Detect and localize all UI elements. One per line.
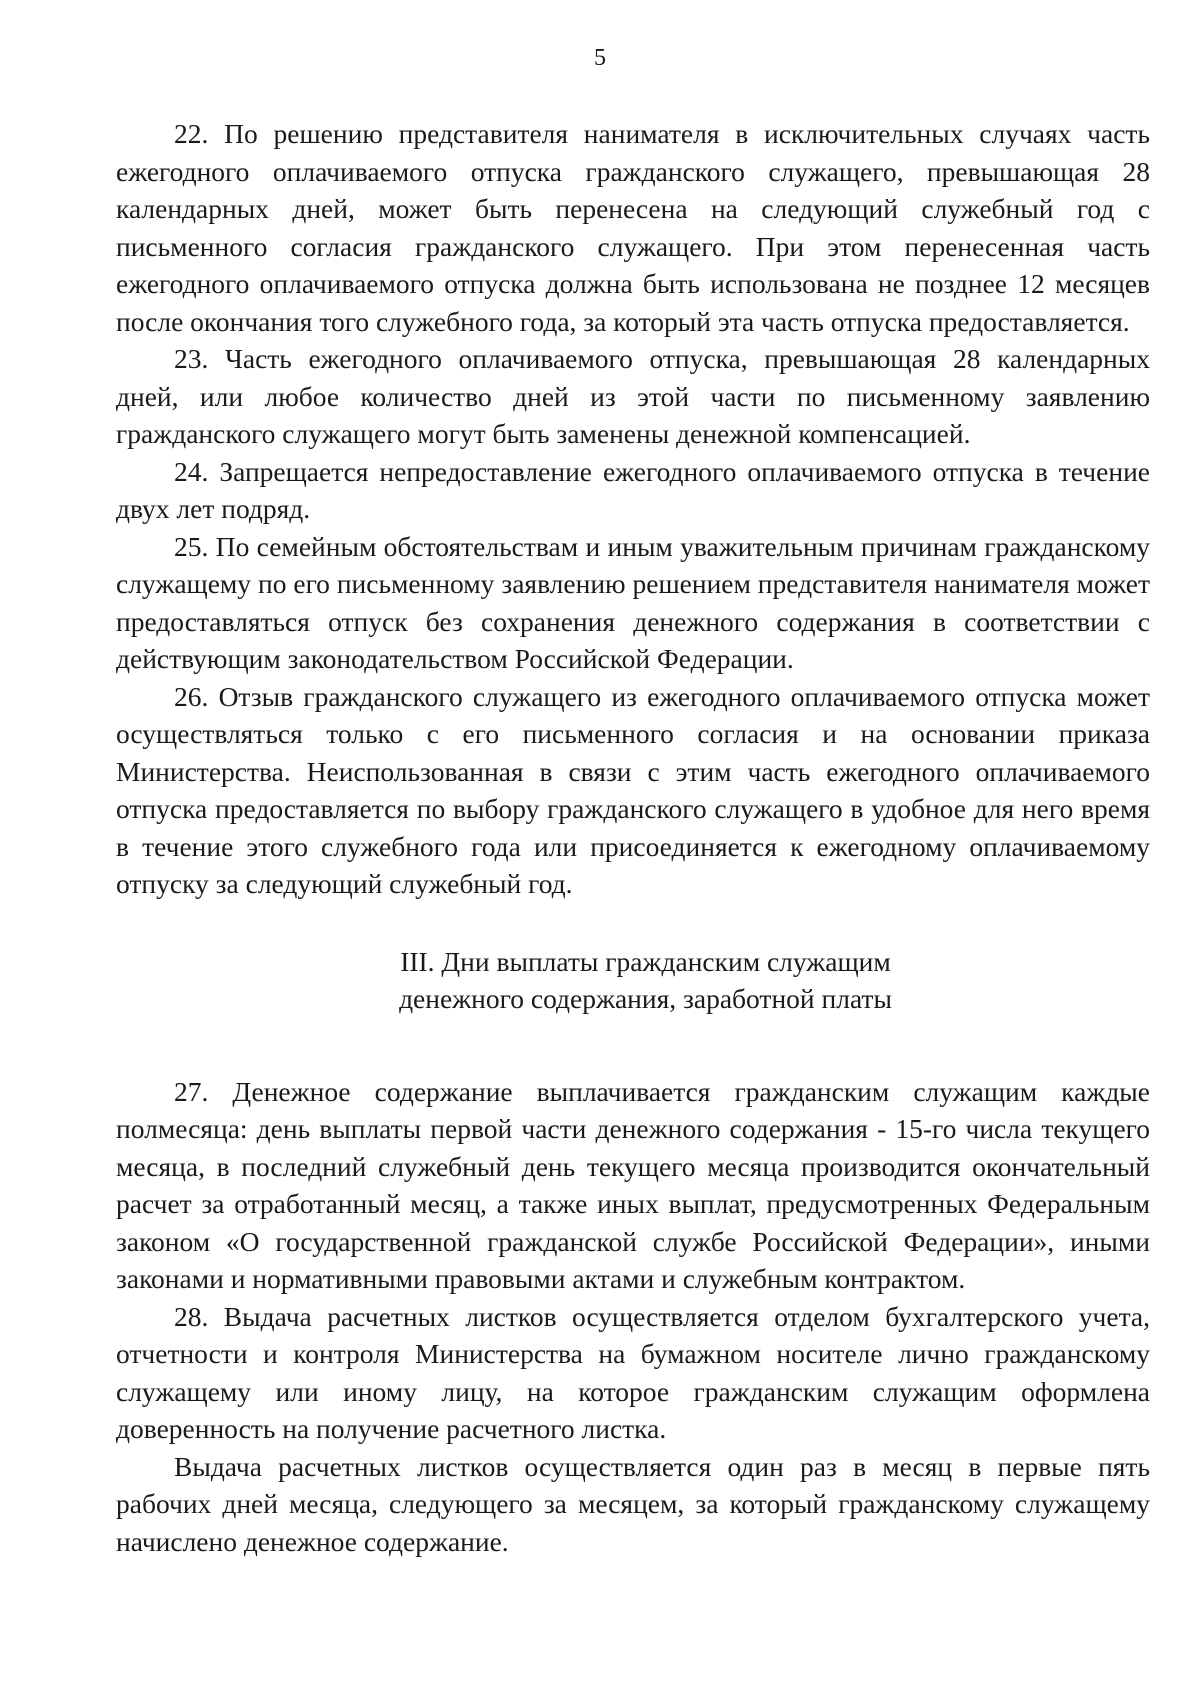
document-body [116, 115, 1150, 1560]
paragraph-26: 26. Отзыв гражданского служащего из ежегодного оплачиваемого отпуска может осуществляться только с его письменного согласия и на основании приказа Министерства. Неиспользованная в связи с этим часть ежегодного оплачиваемого отпуска предоставляется по выбору гражданского служащего в удобное для него время в течение этого служебного года или присоединяется к ежегодному оплачиваемому отпуску за следующий служебный год. [116, 680, 1150, 899]
paragraph-22: 22. По решению представителя нанимателя в исключительных случаях часть ежегодного оплачиваемого отпуска гражданского служащего, превышающая 28 календарных дней, может быть перенесена на следующий служебный год с письменного согласия гражданского служащего. При этом перенесенная часть ежегодного оплачиваемого отпуска должна быть использована не позднее 12 месяцев после окончания того служебного года, за который эта часть отпуска предоставляется. [116, 118, 1150, 337]
section-heading [116, 943, 1150, 1018]
section-heading-line-1: III. Дни выплаты гражданским служащим [400, 945, 891, 977]
section-heading-line-2: денежного содержания, заработной платы [399, 983, 892, 1014]
page-number: 5 [594, 45, 606, 71]
paragraph-24: 24. Запрещается непредоставление ежегодного оплачиваемого отпуска в течение двух лет подряд. [116, 455, 1150, 524]
paragraph-25: 25. По семейным обстоятельствам и иным уважительным причинам гражданскому служащему по его письменному заявлению решением представителя нанимателя может предоставляться отпуск без сохранения денежного содержания в соответствии с действующим законодательством Российской Федерации. [116, 530, 1150, 674]
paragraph-28-continued: Выдача расчетных листков осуществляется один раз в месяц в первые пять рабочих дней месяца, следующего за месяцем, за который гражданскому служащему начислено денежное содержание. [116, 1450, 1150, 1557]
paragraph-28: 28. Выдача расчетных листков осуществляется отделом бухгалтерского учета, отчетности и контроля Министерства на бумажном носителе лично гражданскому служащему или иному лицу, на которое гражданским служащим оформлена доверенность на получение расчетного листка. [116, 1300, 1150, 1444]
paragraph-27: 27. Денежное содержание выплачивается гражданским служащим каждые полмесяца: день выплаты первой части денежного содержания - 15-го числа текущего месяца, в последний служебный день текущего месяца производится окончательный расчет за отработанный месяц, а также иных выплат, предусмотренных Федеральным законом «О государственной гражданской службе Российской Федерации», иными законами и нормативными правовыми актами и служебным контрактом. [116, 1075, 1150, 1294]
paragraph-23: 23. Часть ежегодного оплачиваемого отпуска, превышающая 28 календарных дней, или любое количество дней из этой части по письменному заявлению гражданского служащего могут быть заменены денежной компенсацией. [116, 343, 1150, 449]
